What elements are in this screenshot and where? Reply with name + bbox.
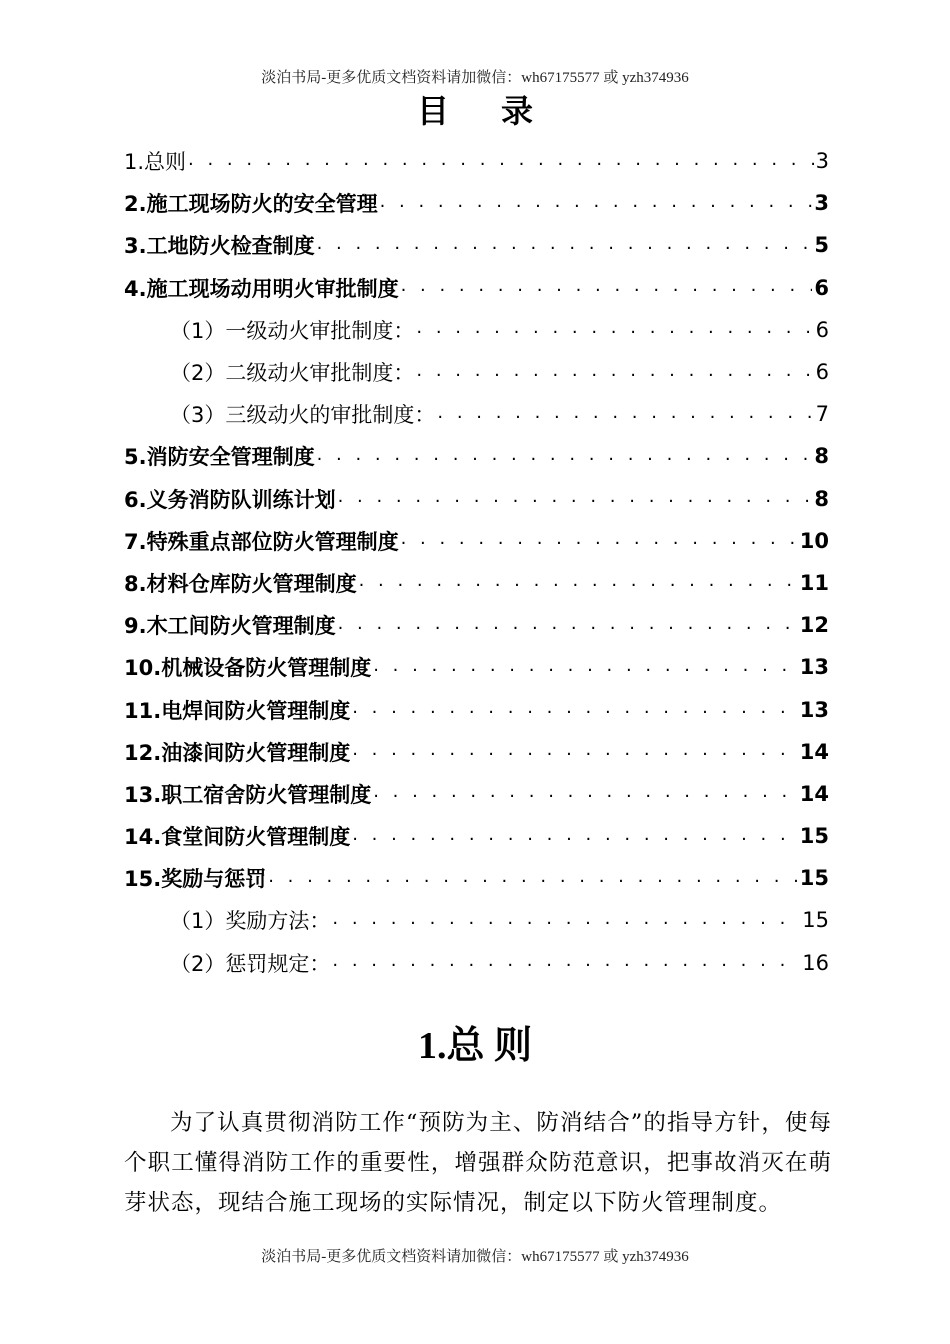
toc-entry-page-number: 3: [814, 191, 829, 216]
toc-dot-leader: [332, 950, 800, 971]
toc-entry[interactable]: [124, 393, 829, 435]
toc-dot-leader: [338, 613, 798, 634]
toc-entry-page-number: 8: [814, 444, 829, 469]
toc-entry[interactable]: [124, 140, 829, 182]
toc-dot-leader: [401, 275, 813, 296]
toc-entry-page-number: 6: [815, 360, 829, 385]
toc-entry-label: （1）奖励方法：: [170, 909, 331, 934]
toc-entry[interactable]: [124, 646, 829, 688]
toc-entry-page-number: 15: [802, 908, 829, 933]
toc-entry[interactable]: [124, 435, 829, 477]
toc-dot-leader: [352, 739, 798, 760]
toc-entry-page-number: 11: [799, 570, 829, 595]
toc-entry[interactable]: [124, 309, 829, 351]
toc-entry-page-number: 12: [799, 613, 829, 638]
toc-entry-label: 12.油漆间防火管理制度: [124, 740, 351, 765]
toc-entry-page-number: 10: [799, 528, 829, 553]
toc-entry[interactable]: [124, 267, 829, 309]
toc-entry-label: （2）二级动火审批制度：: [170, 361, 415, 386]
toc-dot-leader: [317, 233, 813, 254]
toc-dot-leader: [352, 824, 798, 845]
toc-dot-leader: [373, 655, 798, 676]
toc-entry[interactable]: [124, 857, 829, 899]
toc-dot-leader: [338, 486, 813, 507]
toc-title: 目录: [416, 92, 585, 130]
toc-entry-page-number: 16: [802, 950, 829, 975]
toc-entry[interactable]: [124, 224, 829, 266]
toc-entry-label: 8.材料仓库防火管理制度: [124, 571, 357, 596]
toc-entry[interactable]: [124, 942, 829, 984]
section-heading: 1.总 则: [417, 1025, 532, 1067]
toc-entry-label: 15.奖励与惩罚: [124, 867, 267, 892]
toc-entry-page-number: 5: [814, 233, 829, 258]
toc-entry-label: 2.施工现场防火的安全管理: [124, 192, 378, 217]
toc-entry[interactable]: [124, 688, 829, 730]
toc-dot-leader: [188, 149, 814, 170]
toc-entry[interactable]: [124, 182, 829, 224]
toc-entry-page-number: 15: [799, 824, 829, 849]
toc-dot-leader: [359, 570, 798, 591]
footer-watermark-note: 淡泊书局-更多优质文档资料请加微信：wh67175577 或 yzh374936: [261, 1249, 689, 1265]
toc-entry[interactable]: [124, 731, 829, 773]
toc-entry-page-number: 6: [814, 275, 829, 300]
toc-entry-label: 10.机械设备防火管理制度: [124, 656, 372, 681]
table-of-contents: [124, 140, 829, 984]
toc-entry-label: 6.义务消防队训练计划: [124, 487, 336, 512]
toc-dot-leader: [401, 528, 798, 549]
toc-entry-label: 3.工地防火检查制度: [124, 234, 315, 259]
toc-dot-leader: [332, 908, 800, 929]
toc-dot-leader: [268, 866, 798, 887]
toc-entry-label: （1）一级动火审批制度：: [170, 318, 415, 343]
toc-entry[interactable]: [124, 520, 829, 562]
toc-entry-page-number: 6: [815, 317, 829, 342]
toc-entry[interactable]: [124, 478, 829, 520]
toc-entry-label: 9.木工间防火管理制度: [124, 614, 336, 639]
toc-entry-page-number: 7: [815, 402, 829, 427]
toc-entry[interactable]: [124, 604, 829, 646]
toc-entry-label: 4.施工现场动用明火审批制度: [124, 276, 399, 301]
toc-entry[interactable]: [124, 351, 829, 393]
toc-entry-label: 14.食堂间防火管理制度: [124, 825, 351, 850]
toc-entry-page-number: 14: [799, 739, 829, 764]
toc-entry-label: 13.职工宿舍防火管理制度: [124, 782, 372, 807]
toc-entry-label: 11.电焊间防火管理制度: [124, 698, 351, 723]
toc-dot-leader: [373, 781, 798, 802]
toc-entry[interactable]: [124, 899, 829, 941]
toc-entry-page-number: 13: [799, 697, 829, 722]
toc-entry-label: 5.消防安全管理制度: [124, 445, 315, 470]
toc-entry-label: 7.特殊重点部位防火管理制度: [124, 529, 399, 554]
toc-entry-label: 1.总则: [124, 150, 187, 175]
toc-dot-leader: [437, 402, 813, 423]
toc-entry-page-number: 3: [815, 149, 829, 174]
toc-dot-leader: [380, 191, 813, 212]
toc-entry-page-number: 14: [799, 781, 829, 806]
toc-entry[interactable]: [124, 562, 829, 604]
toc-dot-leader: [416, 360, 813, 381]
toc-entry[interactable]: [124, 815, 829, 857]
toc-entry-page-number: 13: [799, 655, 829, 680]
toc-entry-label: （2）惩罚规定：: [170, 951, 331, 976]
toc-entry-label: （3）三级动火的审批制度：: [170, 403, 436, 428]
toc-dot-leader: [317, 444, 813, 465]
toc-entry[interactable]: [124, 773, 829, 815]
toc-dot-leader: [416, 317, 813, 338]
toc-dot-leader: [352, 697, 798, 718]
header-watermark-note: 淡泊书局-更多优质文档资料请加微信：wh67175577 或 yzh374936: [261, 70, 689, 86]
toc-entry-page-number: 8: [814, 486, 829, 511]
toc-entry-page-number: 15: [799, 866, 829, 891]
body-paragraph: 为了认真贯彻消防工作“预防为主、防消结合”的指导方针，使每个职工懂得消防工作的重要性，增强群众防范意识，把事故消灭在萌芽状态，现结合施工现场的实际情况，制定以下防火管理制度。: [124, 1109, 832, 1216]
